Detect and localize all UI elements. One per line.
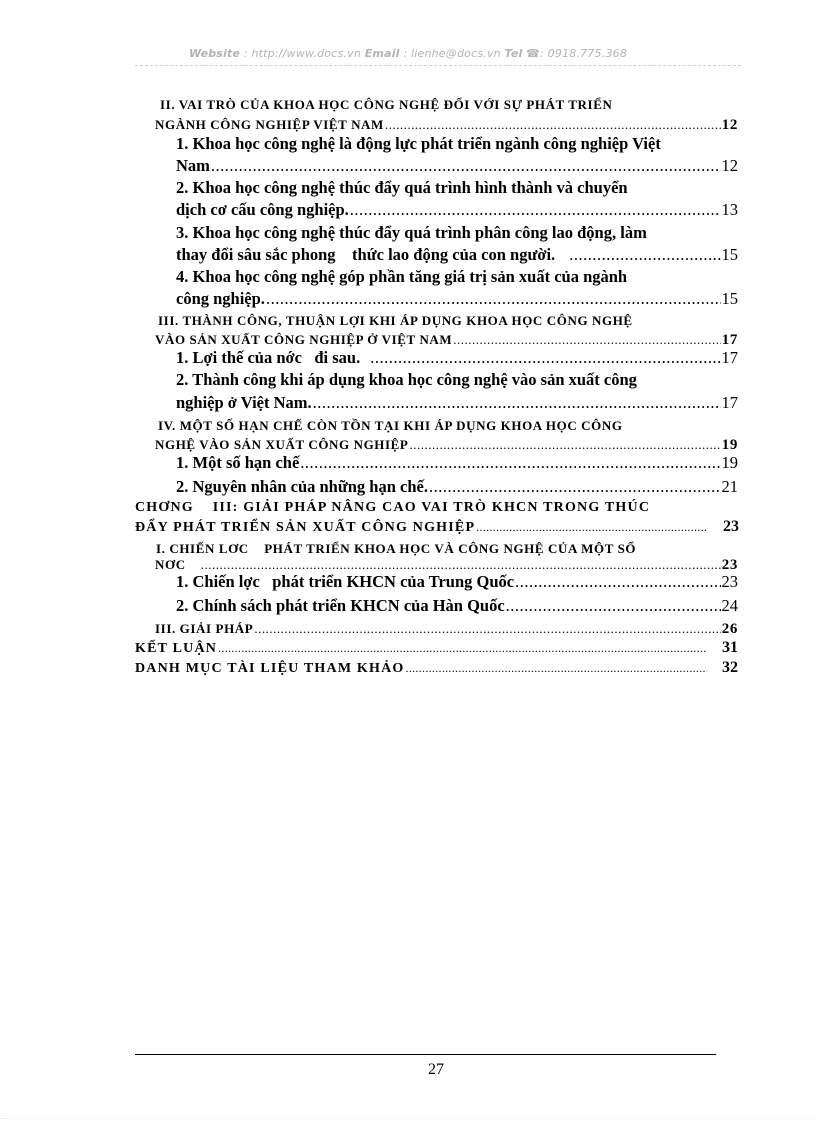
- toc-entry-2-2[interactable]: [176, 199, 738, 221]
- leader-dots: [506, 595, 721, 617]
- toc-subsection-2-4-title: 4. Khoa học công nghệ góp phần tăng giá trị sản xuất của ngành: [176, 267, 628, 286]
- page-number: 27: [428, 1061, 444, 1078]
- toc-entry-section-2[interactable]: [155, 117, 738, 133]
- toc-entry-section-4[interactable]: [155, 437, 738, 453]
- email-label: Email: [364, 47, 400, 60]
- toc-section-c1-title: I. CHIẾN LƠC PHÁT TRIỂN KHOA HỌC VÀ CÔNG NGHỆ CỦA MỘT SỐ: [156, 541, 637, 556]
- toc-subsection-2-1-title: 1. Khoa học công nghệ là động lực phát triển ngành công nghiệp Việt: [176, 134, 661, 153]
- toc-subsection-2-3-title: 3. Khoa học công nghệ thúc đẩy quá trình phân công lao động, làm: [176, 223, 647, 242]
- toc-entry-2-4[interactable]: [176, 288, 738, 310]
- toc-subsection-title: 1. Lợi thế của nớc đi sau.: [176, 348, 361, 367]
- toc-subsection-2-2-title: 2. Khoa học công nghệ thúc đẩy quá trình hình thành và chuyển: [176, 178, 628, 197]
- toc-section-3-title-cont: VÀO SẢN XUẤT CÔNG NGHIỆP Ở VIỆT NAM: [155, 332, 453, 347]
- toc-chapter-3-title-cont: ĐẨY PHÁT TRIỂN SẢN XUẤT CÔNG NGHIỆP: [135, 520, 476, 535]
- leader-dots: [453, 332, 721, 348]
- toc-subsection-title-cont: nghiệp ở Việt Nam.: [176, 393, 312, 412]
- toc-entry-references[interactable]: [135, 659, 738, 678]
- toc-subsection-title-cont: thay đổi sâu sắc phong thức lao động của con người.: [176, 245, 556, 264]
- toc-page-number: 13: [721, 200, 738, 219]
- toc-page-number: 15: [721, 289, 738, 308]
- leader-dots: [569, 244, 720, 266]
- toc-entry-3-2[interactable]: [176, 392, 738, 414]
- footer-divider: [135, 1054, 716, 1055]
- toc-subsection-title: 2. Nguyên nhân của những hạn chế.: [176, 477, 428, 496]
- toc-entry-c1-1[interactable]: [176, 571, 738, 593]
- toc-entry-4-2[interactable]: [176, 476, 738, 498]
- toc-page-number: 19: [721, 437, 738, 453]
- toc-page-number: 23: [721, 572, 738, 591]
- toc-page-number: 23: [721, 557, 738, 573]
- header-divider: [135, 65, 741, 66]
- toc-subsection-title: 2. Chính sách phát triển KHCN của Hàn Quốc: [176, 596, 505, 615]
- toc-entry-3-1[interactable]: [176, 347, 738, 369]
- toc-chapter-3-title: CHƠNG III: GIẢI PHÁP NÂNG CAO VAI TRÒ KHCN TRONG THÚC: [135, 500, 651, 515]
- toc-entry-2-3[interactable]: [176, 244, 738, 266]
- toc-page-number: 32: [722, 659, 738, 676]
- toc-page-number: 17: [721, 348, 738, 367]
- leader-dots: [370, 347, 720, 369]
- toc-page-number: 31: [722, 639, 738, 656]
- toc-section-c3-title: III. GIẢI PHÁP: [155, 621, 254, 636]
- toc-subsection-title-cont: công nghiệp.: [176, 289, 265, 308]
- email-value: : lienhe@docs.vn: [403, 47, 501, 60]
- toc-page-number: 15: [721, 245, 738, 264]
- toc-entry-4-1[interactable]: [176, 452, 738, 474]
- toc-entry-c1-2[interactable]: [176, 595, 738, 617]
- toc-subsection-title-cont: dịch cơ cấu công nghiệp.: [176, 200, 349, 219]
- toc-section-3-title: III. THÀNH CÔNG, THUẬN LỢI KHI ÁP DỤNG KHOA HỌC CÔNG NGHỆ: [158, 313, 633, 328]
- tel-value: ☎: 0918.775.368: [526, 47, 628, 60]
- toc-page-number: 12: [721, 156, 738, 175]
- website-label: Website: [188, 47, 241, 60]
- toc-page-number: 21: [721, 477, 738, 496]
- leader-dots: [266, 288, 721, 310]
- toc-entry-conclusion[interactable]: [135, 639, 738, 658]
- toc-subsection-title: 1. Chiến lợc phát triển KHCN của Trung Quốc: [176, 572, 515, 591]
- leader-dots: [218, 639, 707, 657]
- leader-dots: [254, 621, 720, 637]
- toc-subsection-title: 1. Một số hạn chế: [176, 453, 300, 472]
- leader-dots: [313, 392, 721, 414]
- toc-entry-2-1[interactable]: [176, 155, 738, 177]
- toc-subsection-3-2-title: 2. Thành công khi áp dụng khoa học công nghệ vào sản xuất công: [176, 370, 637, 389]
- toc-page-number: 17: [721, 332, 738, 348]
- leader-dots: [429, 476, 721, 498]
- toc-page-number: 12: [721, 117, 738, 133]
- leader-dots: [406, 659, 707, 677]
- toc-references-title: DANH MỤC TÀI LIỆU THAM KHẢO: [135, 661, 405, 676]
- leader-dots: [300, 452, 720, 474]
- leader-dots: [211, 155, 721, 177]
- toc-conclusion-title: KẾT LUẬN: [135, 641, 218, 656]
- toc-page-number: 19: [721, 453, 738, 472]
- toc-subsection-title-cont: Nam: [176, 156, 210, 175]
- toc-page-number: 24: [721, 596, 738, 615]
- toc-section-2-title-cont: NGÀNH CÔNG NGHIỆP VIỆT NAM: [155, 117, 384, 132]
- toc-entry-section-c3[interactable]: [155, 621, 738, 637]
- toc-page-number: 26: [721, 621, 738, 637]
- toc-section-4-title: IV. MỘT SỐ HẠN CHẾ CÒN TỒN TẠI KHI ÁP DỤNG KHOA HỌC CÔNG: [158, 418, 623, 433]
- leader-dots: [409, 437, 720, 453]
- toc-entry-section-3[interactable]: [155, 332, 738, 348]
- tel-label: Tel: [504, 47, 523, 60]
- toc-page-number: 17: [721, 393, 738, 412]
- page-header: [0, 47, 816, 60]
- toc-page-number: 23: [723, 518, 739, 535]
- page-bottom-border: [0, 1118, 816, 1119]
- leader-dots: [350, 199, 721, 221]
- toc-section-2-title: II. VAI TRÒ CỦA KHOA HỌC CÔNG NGHỆ ĐỐI VỚI SỰ PHÁT TRIỂN: [160, 97, 613, 112]
- toc-section-c1-title-cont: NƠC: [155, 557, 186, 572]
- leader-dots: [476, 518, 708, 536]
- toc-section-4-title-cont: NGHỆ VÀO SẢN XUẤT CÔNG NGHIỆP: [155, 437, 409, 452]
- leader-dots: [515, 571, 720, 593]
- toc-entry-chapter-3[interactable]: [135, 518, 739, 537]
- website-value: : http://www.docs.vn: [243, 47, 361, 60]
- leader-dots: [385, 117, 721, 133]
